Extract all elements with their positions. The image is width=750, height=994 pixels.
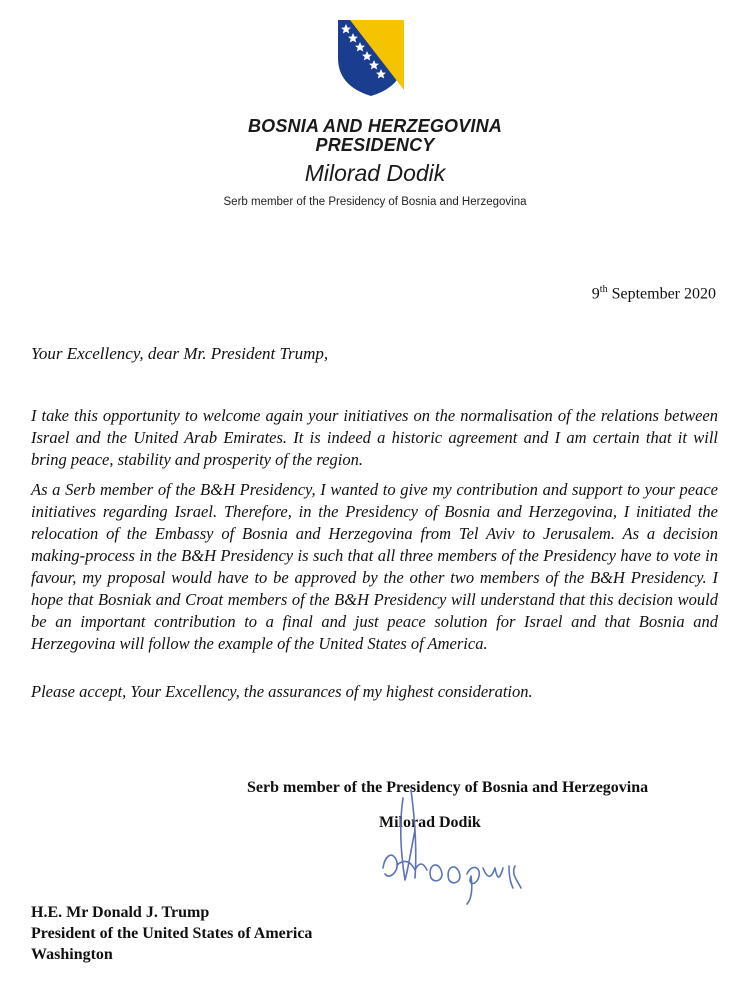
date-suffix: th	[599, 284, 608, 295]
date-day: 9	[591, 285, 600, 303]
body-paragraph: I take this opportunity to welcome again your initiatives on the normalisation of the relations between Israel and the United Arab Emirates. It is indeed a historic agreement and I am certain that it will bring peace, stability and prosperity of the region.	[31, 406, 718, 469]
member-role: Serb member of the Presidency of Bosnia and Herzegovina	[223, 196, 527, 208]
salutation: Your Excellency, dear Mr. President Trump,	[31, 344, 329, 363]
member-name: Milorad Dodik	[304, 160, 446, 186]
recipient-name: H.E. Mr Donald J. Trump	[31, 904, 210, 921]
handwritten-signature	[375, 770, 550, 910]
coat-of-arms-icon	[336, 18, 406, 98]
signatory-role: Serb member of the Presidency of Bosnia and Herzegovina	[247, 779, 649, 796]
recipient-title: President of the United States of America	[31, 925, 313, 942]
letter-date	[592, 284, 716, 303]
office-heading: PRESIDENCY	[315, 135, 435, 155]
closing-line: Please accept, Your Excellency, the assurances of my highest consideration.	[31, 682, 533, 701]
recipient-city: Washington	[31, 946, 113, 963]
date-rest: September 2020	[607, 285, 716, 303]
body-paragraph: As a Serb member of the B&H Presidency, I wanted to give my contribution and support to your peace initiatives regarding Israel. Therefore, in the Presidency of Bosnia and Herzegovina, I initiated the relocation of the Embassy of Bosnia and Herzegovina from Tel Aviv to Jerusalem. As a decision making-process in the B&H Presidency is such that all three members of the Presidency have to vote in favour, my proposal would have to be approved by the other two members of the B&H Presidency. I hope that Bosniak and Croat members of the B&H Presidency will understand that this decision would be an important contribution to a final and just peace solution for Israel and that Bosnia and Herzegovina will follow the example of the United States of America.	[31, 480, 718, 653]
signatory-name: Milorad Dodik	[379, 814, 481, 831]
country-heading: BOSNIA AND HERZEGOVINA	[247, 116, 503, 136]
letter-body	[31, 405, 718, 663]
